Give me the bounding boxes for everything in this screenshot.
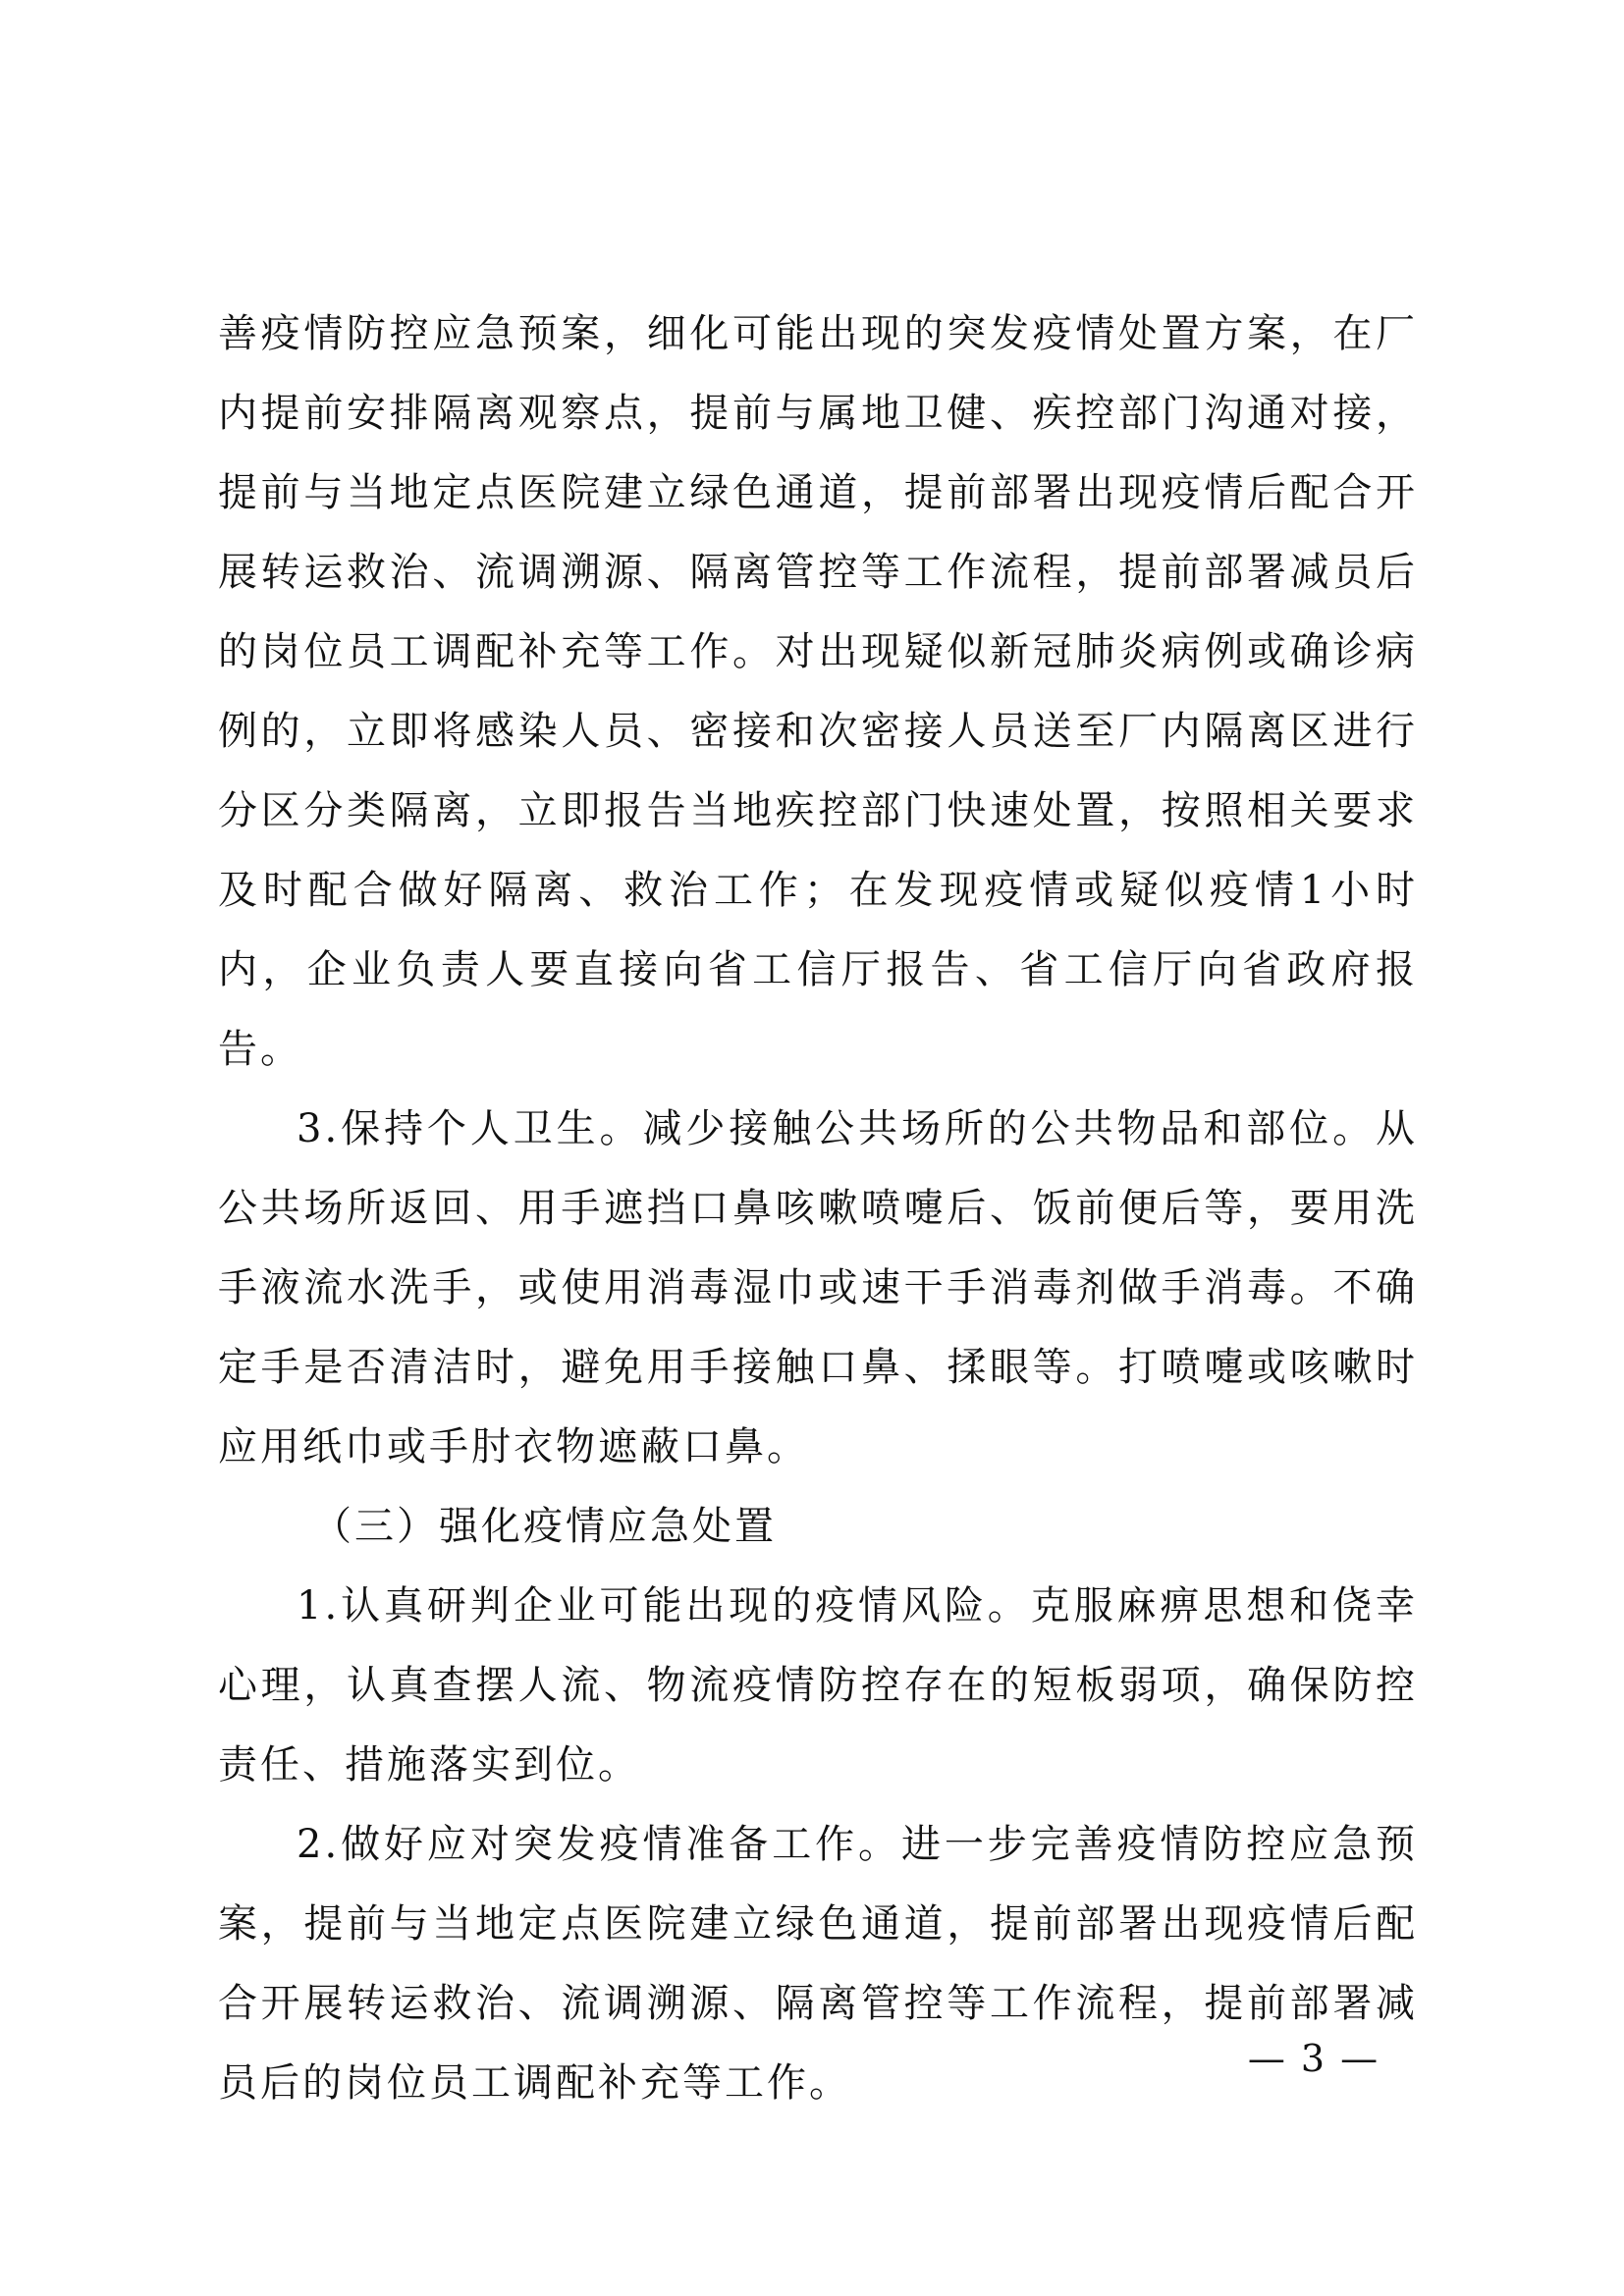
paragraph-continued-emergency-plan: 善疫情防控应急预案，细化可能出现的突发疫情处置方案，在厂内提前安排隔离观察点，提前与属地卫健、疾控部门沟通对接，提前与当地定点医院建立绿色通道，提前部署出现疫情后配合开展转运救治、流调溯源、隔离管控等工作流程，提前部署减员后的岗位员工调配补充等工作。对出现疑似新冠肺炎病例或确诊病例的，立即将感染人员、密接和次密接人员送至厂内隔离区进行分区分类隔离，立即报告当地疾控部门快速处置，按照相关要求及时配合做好隔离、救治工作；在发现疫情或疑似疫情1小时内，企业负责人要直接向省工信厅报告、省工信厅向省政府报告。 (218, 311, 1418, 1072)
section-heading-emergency-response: （三）强化疫情应急处置 (312, 1504, 777, 1549)
paragraph-outbreak-preparation: 2.做好应对突发疫情准备工作。进一步完善疫情防控应急预案，提前与当地定点医院建立绿色通道，提前部署出现疫情后配合开展转运救治、流调溯源、隔离管控等工作流程，提前部署减员后的岗位员工调配补充等工作。 (218, 1822, 1418, 2106)
paragraph-personal-hygiene: 3.保持个人卫生。减少接触公共场所的公共物品和部位。从公共场所返回、用手遮挡口鼻咳嗽喷嚏后、饭前便后等，要用洗手液流水洗手，或使用消毒湿巾或速干手消毒剂做手消毒。不确定手是否清洁时，避免用手接触口鼻、揉眼等。打喷嚏或咳嗽时应用纸巾或手肘衣物遮蔽口鼻。 (218, 1106, 1418, 1469)
page-number: — 3 — (1247, 2037, 1380, 2080)
paragraph-risk-assessment: 1.认真研判企业可能出现的疫情风险。克服麻痹思想和侥幸心理，认真查摆人流、物流疫情防控存在的短板弱项，确保防控责任、措施落实到位。 (218, 1583, 1418, 1788)
document-body (218, 294, 1418, 2123)
